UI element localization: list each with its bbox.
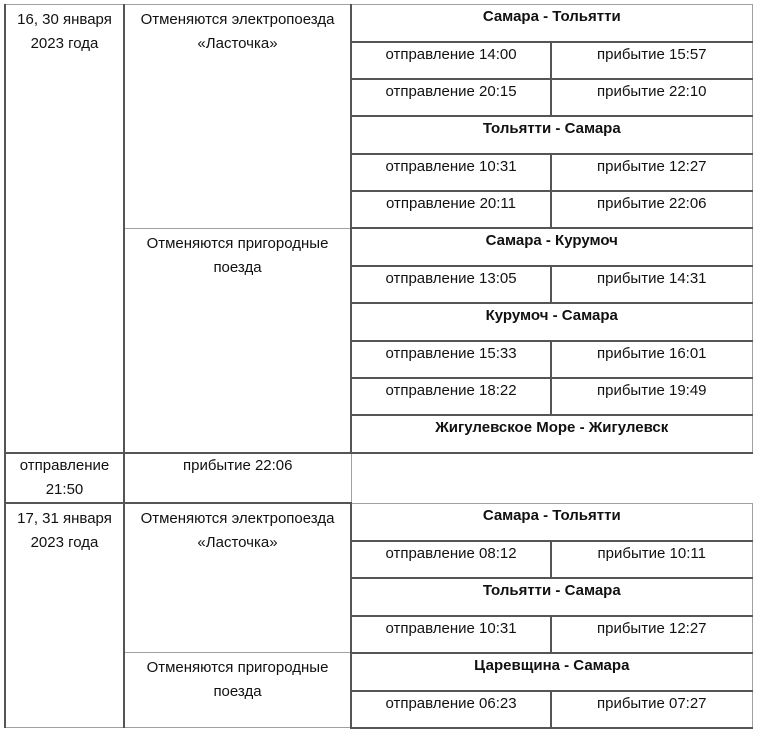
route-title: Тольятти - Самара: [351, 578, 752, 616]
category-cell: Отменяются пригородные поезда: [124, 653, 351, 728]
departure-cell: отправление 10:31: [351, 616, 551, 653]
table-row: [5, 503, 752, 541]
departure-cell: отправление 08:12: [351, 541, 551, 578]
cancellation-schedule-table: [4, 4, 753, 729]
category-cell: Отменяются электропоезда «Ласточка»: [124, 503, 351, 653]
arrival-cell: прибытие 16:01: [551, 341, 752, 378]
departure-cell: отправление 14:00: [351, 42, 551, 79]
arrival-cell: прибытие 14:31: [551, 266, 752, 303]
departure-cell: отправление 13:05: [351, 266, 551, 303]
departure-cell: отправление 06:23: [351, 691, 551, 728]
category-cell: Отменяются пригородные поезда: [124, 228, 351, 453]
date-cell: 17, 31 января 2023 года: [5, 503, 124, 728]
route-title: Жигулевское Море - Жигулевск: [351, 415, 752, 453]
departure-cell: отправление 18:22: [351, 378, 551, 415]
table-row: [5, 453, 752, 503]
departure-cell: отправление 21:50: [5, 453, 124, 503]
arrival-cell: прибытие 15:57: [551, 42, 752, 79]
route-title: Курумоч - Самара: [351, 303, 752, 341]
arrival-cell: прибытие 19:49: [551, 378, 752, 415]
arrival-cell: прибытие 10:11: [551, 541, 752, 578]
arrival-cell: прибытие 12:27: [551, 616, 752, 653]
arrival-cell: прибытие 22:06: [551, 191, 752, 228]
arrival-cell: прибытие 12:27: [551, 154, 752, 191]
route-title: Самара - Курумоч: [351, 228, 752, 266]
table-row: [5, 5, 752, 43]
date-cell: 16, 30 января 2023 года: [5, 5, 124, 454]
departure-cell: отправление 10:31: [351, 154, 551, 191]
category-cell: Отменяются электропоезда «Ласточка»: [124, 5, 351, 229]
route-title: Самара - Тольятти: [351, 5, 752, 43]
route-title: Царевщина - Самара: [351, 653, 752, 691]
arrival-cell: прибытие 22:06: [124, 453, 351, 503]
departure-cell: отправление 20:11: [351, 191, 551, 228]
departure-cell: отправление 15:33: [351, 341, 551, 378]
arrival-cell: прибытие 22:10: [551, 79, 752, 116]
departure-cell: отправление 20:15: [351, 79, 551, 116]
route-title: Самара - Тольятти: [351, 503, 752, 541]
arrival-cell: прибытие 07:27: [551, 691, 752, 728]
route-title: Тольятти - Самара: [351, 116, 752, 154]
